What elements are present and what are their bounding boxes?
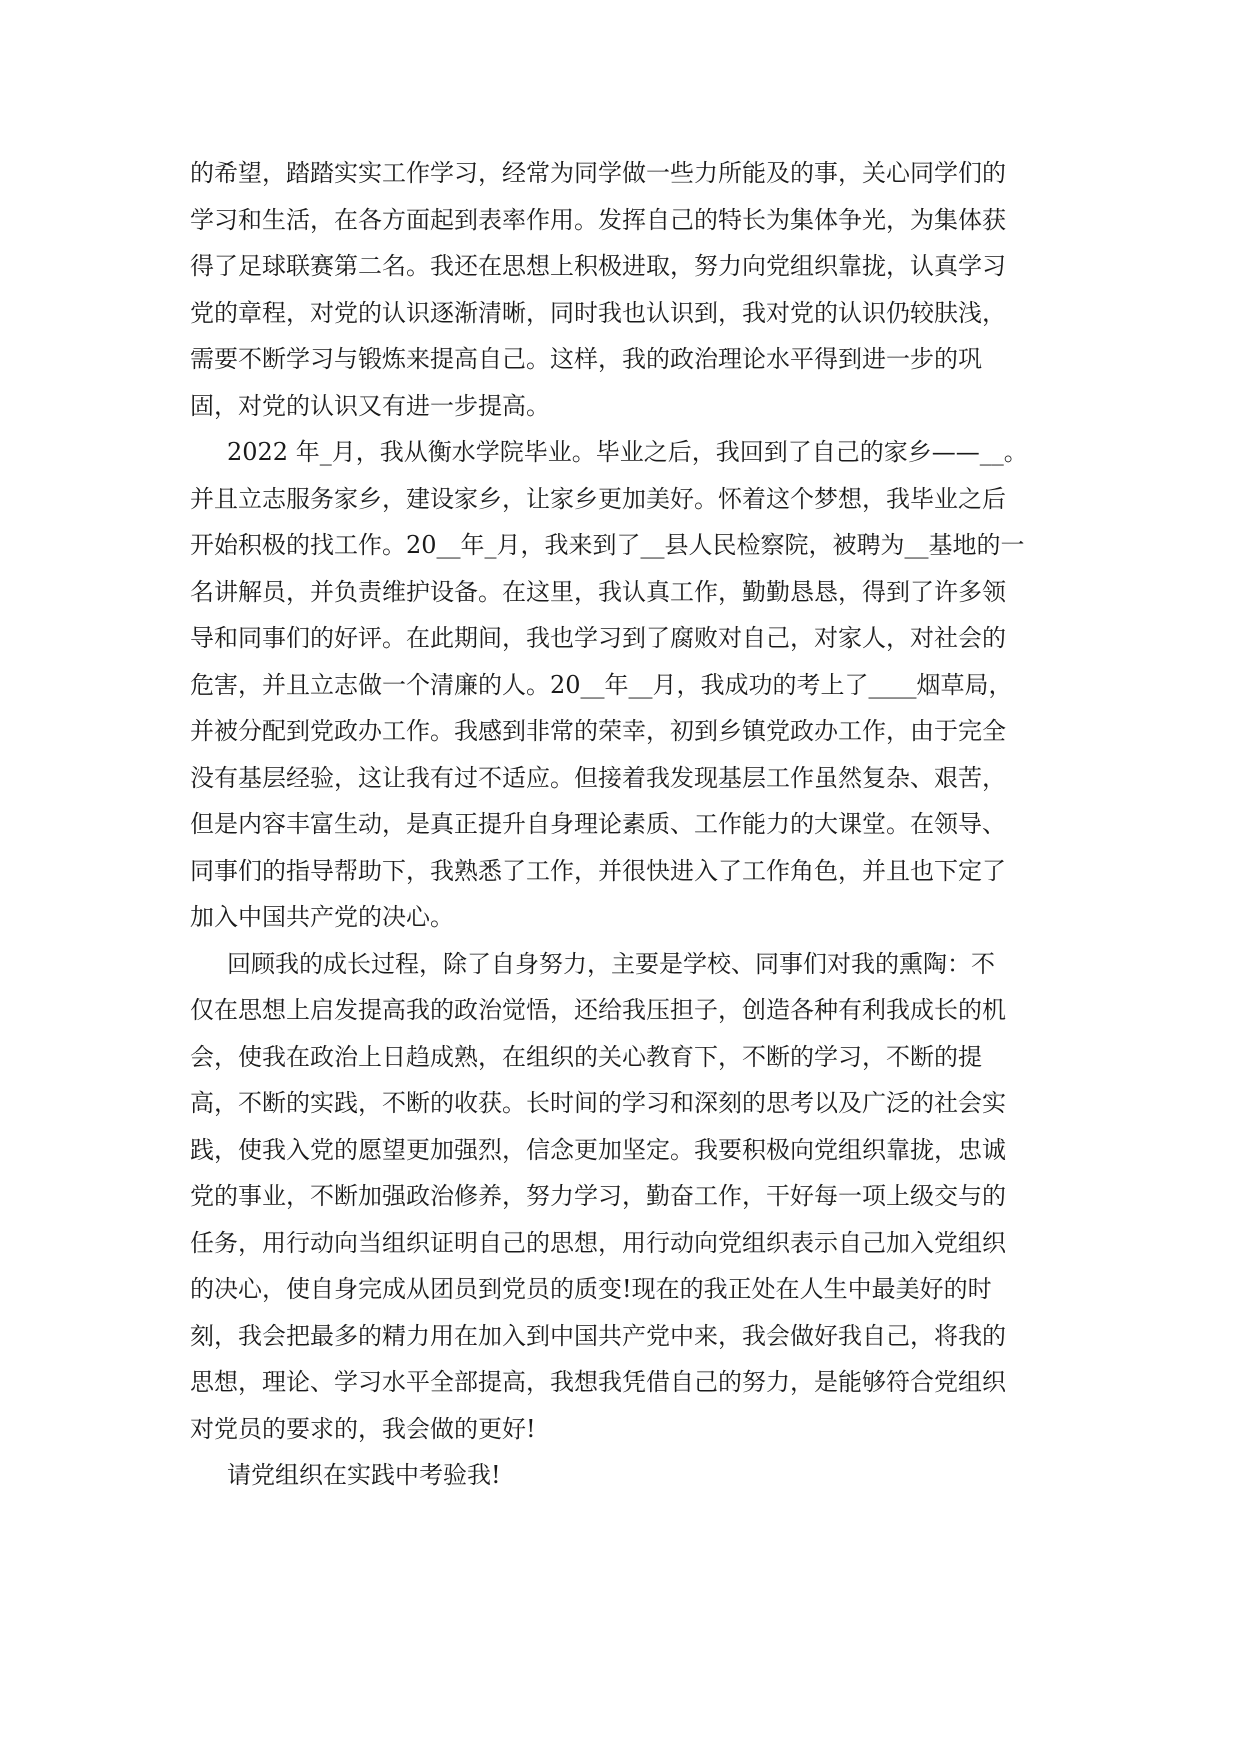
text-line: 加入中国共产党的决心。 <box>190 903 454 931</box>
text-line: 思想，理论、学习水平全部提高，我想我凭借自己的努力，是能够符合党组织 <box>190 1368 1006 1396</box>
text-line: 导和同事们的好评。在此期间，我也学习到了腐败对自己，对家人，对社会的 <box>190 624 1006 652</box>
paragraph-start-line: 2022 年_月，我从衡水学院毕业。毕业之后，我回到了自己的家乡——__。 <box>227 438 1028 466</box>
text-line: 开始积极的找工作。20__年_月，我来到了__县人民检察院，被聘为__基地的一 <box>190 531 1025 559</box>
text-line: 践，使我入党的愿望更加强烈，信念更加坚定。我要积极向党组织靠拢，忠诚 <box>190 1135 1006 1164</box>
text-line: 同事们的指导帮助下，我熟悉了工作，并很快进入了工作角色，并且也下定了 <box>190 856 1006 885</box>
text-line: 固，对党的认识又有进一步提高。 <box>190 391 550 420</box>
text-line: 的希望，踏踏实实工作学习，经常为同学做一些力所能及的事，关心同学们的 <box>190 159 1006 187</box>
paragraph-start-line: 回顾我的成长过程，除了自身努力，主要是学校、同事们对我的熏陶：不 <box>227 949 995 978</box>
text-line: 对党员的要求的，我会做的更好! <box>190 1414 536 1443</box>
text-line: 刻，我会把最多的精力用在加入到中国共产党中来，我会做好我自己，将我的 <box>190 1321 1006 1350</box>
text-line: 但是内容丰富生动，是真正提升自身理论素质、工作能力的大课堂。在领导、 <box>190 810 1006 838</box>
closing-line: 请党组织在实践中考验我! <box>227 1461 501 1489</box>
text-line: 没有基层经验，这让我有过不适应。但接着我发现基层工作虽然复杂、艰苦， <box>190 763 1006 792</box>
document-body <box>190 150 1060 1499</box>
text-line: 任务，用行动向当组织证明自己的思想，用行动向党组织表示自己加入党组织 <box>190 1228 1006 1257</box>
text-line: 并且立志服务家乡，建设家乡，让家乡更加美好。怀着这个梦想，我毕业之后 <box>190 484 1006 513</box>
text-line: 党的章程，对党的认识逐渐清晰，同时我也认识到，我对党的认识仍较肤浅， <box>190 298 1006 327</box>
text-line: 会，使我在政治上日趋成熟，在组织的关心教育下，不断的学习，不断的提 <box>190 1042 982 1071</box>
text-line: 得了足球联赛第二名。我还在思想上积极进取，努力向党组织靠拢，认真学习 <box>190 252 1006 280</box>
text-line: 仅在思想上启发提高我的政治觉悟，还给我压担子，创造各种有利我成长的机 <box>190 996 1006 1024</box>
text-line: 高，不断的实践，不断的收获。长时间的学习和深刻的思考以及广泛的社会实 <box>190 1089 1006 1117</box>
text-line: 并被分配到党政办工作。我感到非常的荣幸，初到乡镇党政办工作，由于完全 <box>190 717 1006 745</box>
text-line: 的决心，使自身完成从团员到党员的质变!现在的我正处在人生中最美好的时 <box>190 1275 992 1303</box>
text-line: 学习和生活，在各方面起到表率作用。发挥自己的特长为集体争光，为集体获 <box>190 205 1006 234</box>
text-line: 需要不断学习与锻炼来提高自己。这样，我的政治理论水平得到进一步的巩 <box>190 345 982 373</box>
text-line: 危害，并且立志做一个清廉的人。20__年__月，我成功的考上了____烟草局， <box>190 670 1013 699</box>
text-line: 党的事业，不断加强政治修养，努力学习，勤奋工作，干好每一项上级交与的 <box>190 1182 1006 1210</box>
text-line: 名讲解员，并负责维护设备。在这里，我认真工作，勤勤恳恳，得到了许多领 <box>190 577 1006 606</box>
